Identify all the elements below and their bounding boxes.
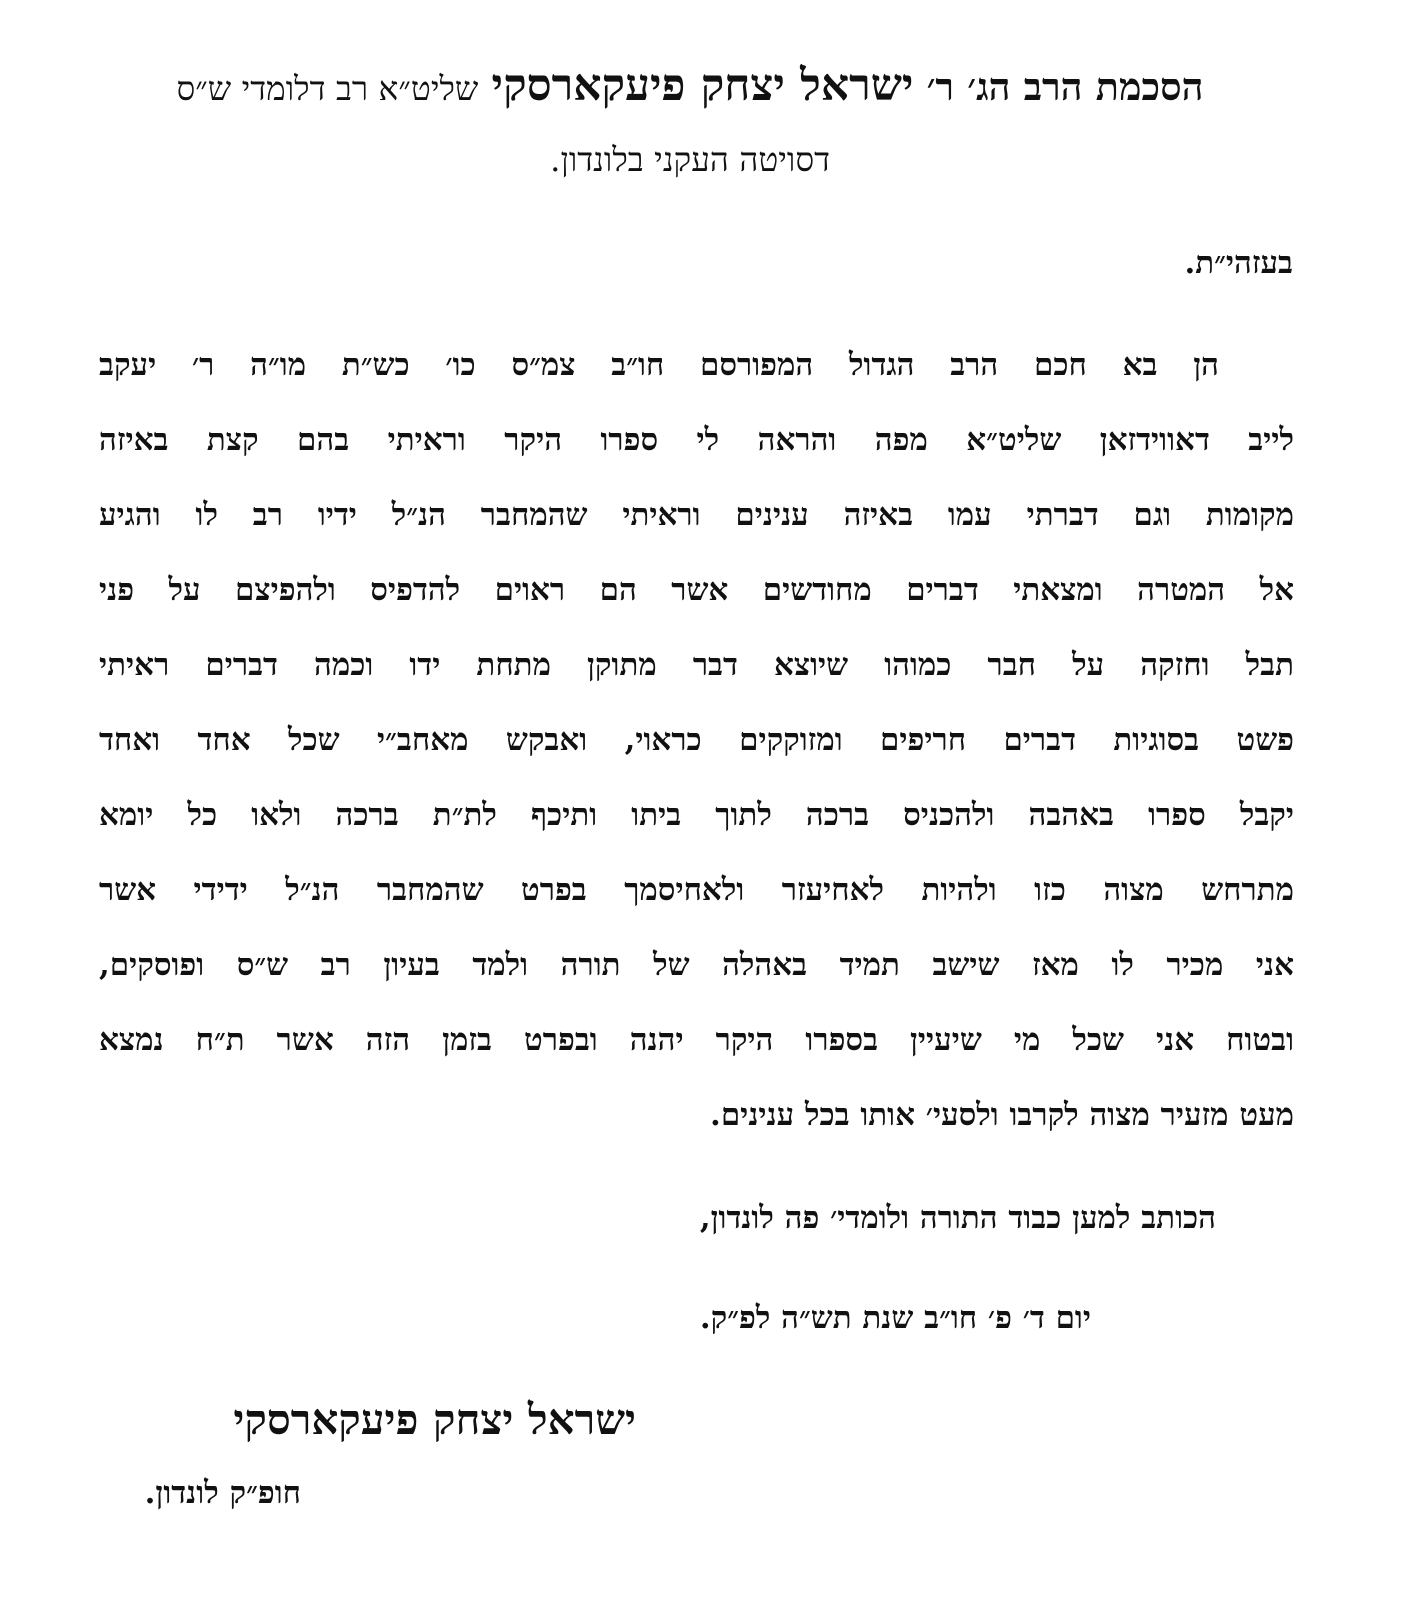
date-line: יום ד׳ פ׳ חו״ב שנת תש״ה לפ״ק. (699, 1300, 1091, 1336)
body-line: לייב דאווידזאן שליט״א מפה והראה לי ספרו היקר וראיתי בהם קצת באיזה (99, 422, 1294, 458)
opening-abbreviation: בעזהי״ת. (1184, 245, 1293, 281)
body-line: מקומות וגם דברתי עמו באיזה ענינים וראיתי שהמחבר הנ״ל ידיו רב לו והגיע (99, 497, 1294, 533)
letter-body (99, 345, 1294, 1170)
body-line: ובטוח אני שכל מי שיעיין בספרו היקר יהנה ובפרט בזמן הזה אשר ת״ח נמצא (99, 1022, 1294, 1058)
body-line: מעט מזעיר מצוה לקרבו ולסעי׳ אותו בכל ענינים. (710, 1097, 1294, 1133)
signature-location: חופ״ק לונדון. (144, 1475, 301, 1511)
title-prefix: הסכמת הרב הג׳ ר׳ (926, 64, 1204, 109)
document-subtitle: דסויטה העקני בלונדון. (549, 140, 831, 179)
body-line: אל המטרה ומצאתי דברים מחודשים אשר הם ראוים להדפיס ולהפיצם על פני (99, 572, 1294, 608)
body-line: מתרחש מצוה כזו ולהיות לאחיעזר ולאחיסמך בפרט שהמחבר הנ״ל ידידי אשר (99, 872, 1294, 908)
body-line: הן בא חכם הרב הגדול המפורסם חו״ב צמ״ס כו׳ כש״ת מו״ה ר׳ יעקב (99, 347, 1219, 383)
signature: ישראל יצחק פיעקארסקי (233, 1395, 636, 1444)
closing-line: הכותב למען כבוד התורה ולומדי׳ פה לונדון, (699, 1200, 1216, 1236)
body-line: פשט בסוגיות דברים חריפים ומזוקקים כראוי, ואבקש מאחב״י שכל אחד ואחד (99, 722, 1294, 758)
title-rabbi-name: ישראל יצחק פיעקארסקי (491, 60, 914, 111)
body-line: תבל וחזקה על חבר כמוהו שיוצא דבר מתוקן מתחת ידו וכמה דברים ראיתי (99, 647, 1294, 683)
body-line: אני מכיר לו מאז שישב תמיד באהלה של תורה ולמד בעיון רב ש״ס ופוסקים, (99, 947, 1294, 983)
title-suffix: שליט״א רב דלומדי ש״ס (176, 69, 479, 108)
body-line: יקבל ספרו באהבה ולהכניס ברכה לתוך ביתו ותיכף לת״ת ברכה ולאו כל יומא (99, 797, 1294, 833)
document-title (90, 60, 1290, 113)
